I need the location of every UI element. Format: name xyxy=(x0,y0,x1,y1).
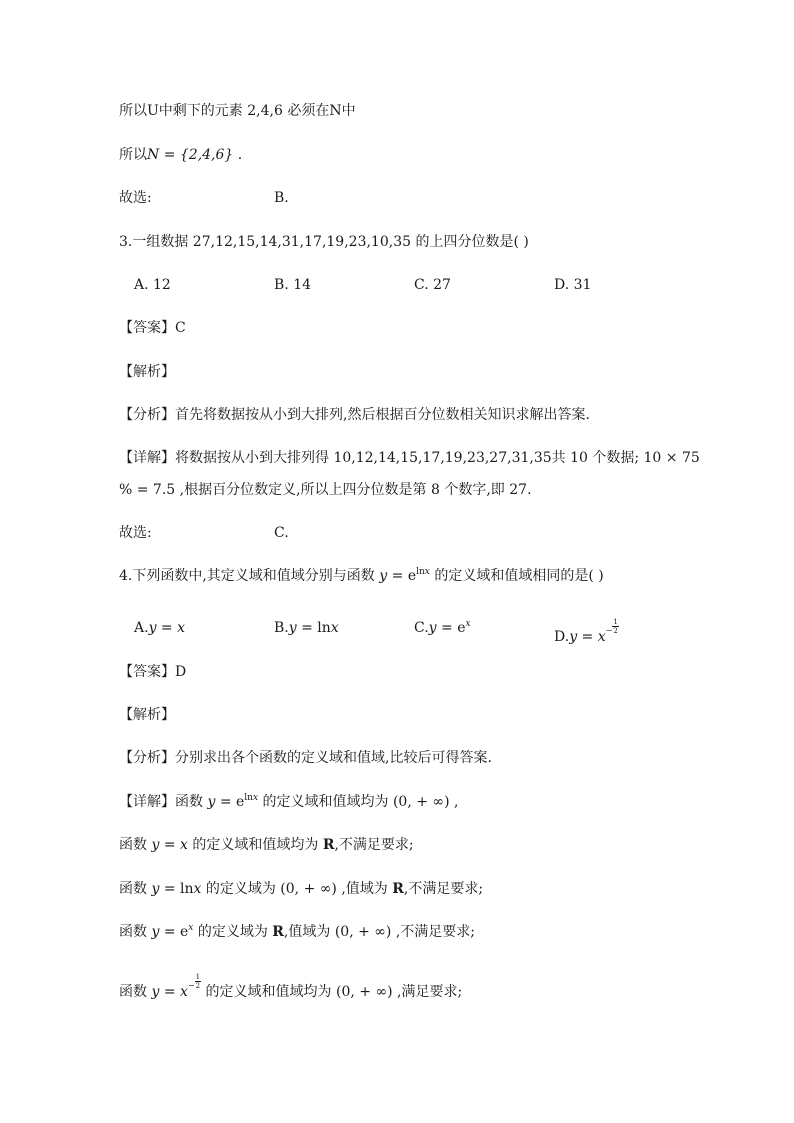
text-end: ,值域为 (0, + ∞) ,不满足要求; xyxy=(283,924,476,940)
text-line-remaining-elements: 所以U中剩下的元素 2,4,6 必须在N中 xyxy=(119,103,356,119)
text-prefix: 函数 xyxy=(119,984,147,1000)
option-label: C. xyxy=(414,620,429,636)
q3-option-b: B. 14 xyxy=(274,277,312,293)
text-prefix: 所以 xyxy=(119,147,147,163)
math-y-x-neg-half: y = x− $\frac{1}{2}$ xyxy=(151,973,201,1000)
q3-detail-line-1: 【详解】将数据按从小到大排列得 10,12,14,15,17,19,23,27,31,35共 10 个数据; 10 × 75 xyxy=(119,450,700,466)
math-set-n: N = {2,4,6} xyxy=(147,147,234,163)
q4-analysis-d xyxy=(119,973,462,1002)
q4-analysis-c xyxy=(119,922,475,942)
q4-detail-prefix: 【详解】函数 xyxy=(119,794,203,810)
q4-option-a xyxy=(134,618,185,638)
q4-analysis-heading: 【解析】 xyxy=(119,707,175,723)
math-y-lnx: y = lnx xyxy=(288,620,339,636)
math-y-x-neg-half: y = x− $\frac{1}{2}$ xyxy=(569,618,618,645)
q3-option-a: A. 12 xyxy=(134,277,171,293)
q4-detail-suffix: 的定义域和值域均为 (0, + ∞) , xyxy=(262,794,459,810)
text-prefix: 函数 xyxy=(119,924,147,940)
option-label: B. xyxy=(274,620,289,636)
question-3-stem: 3.一组数据 27,12,15,14,31,17,19,23,10,35 的上四分位数是( ) xyxy=(119,234,529,250)
q3-option-c: C. 27 xyxy=(414,277,451,293)
text-end: ,不满足要求; xyxy=(403,881,484,897)
math-y-x: y = x xyxy=(148,620,186,636)
choose-answer-b: B. xyxy=(274,190,289,206)
text-prefix: 函数 xyxy=(119,837,147,853)
math-y-e-lnx: $y = e^{lnx}$ xyxy=(379,567,430,584)
math-y-lnx: y = lnx xyxy=(151,881,202,897)
q3-choose-answer: C. xyxy=(274,525,289,541)
q4-analysis-a xyxy=(119,835,414,855)
math-y-ex: $y = e^x$ xyxy=(151,923,194,940)
q3-analysis-text: 【分析】首先将数据按从小到大排列,然后根据百分位数相关知识求解出答案. xyxy=(119,407,590,423)
q4-stem-suffix: 的定义域和值域相同的是( ) xyxy=(434,568,604,584)
q4-analysis-b xyxy=(119,879,483,899)
choose-label: 故选: xyxy=(119,190,152,206)
text-line-set-n xyxy=(119,145,242,165)
text-suffix: 的定义域和值域均为 (0, + ∞) ,满足要求; xyxy=(205,984,463,1000)
q4-analysis-text: 【分析】分别求出各个函数的定义域和值域,比较后可得答案. xyxy=(119,750,492,766)
set-r: R xyxy=(392,881,404,897)
text-mid: 的定义域为 (0, + ∞) ,值域为 xyxy=(205,881,388,897)
q4-detail-line xyxy=(119,792,458,812)
q3-detail-line-2: % = 7.5 ,根据百分位数定义,所以上四分位数是第 8 个数字,即 27. xyxy=(119,482,532,498)
option-label: D. xyxy=(554,629,570,645)
text-prefix: 函数 xyxy=(119,881,147,897)
set-r: R xyxy=(322,837,335,853)
q4-option-d xyxy=(554,618,619,647)
text-mid: 的定义域和值域均为 xyxy=(192,837,319,853)
q3-answer: 【答案】C xyxy=(119,320,186,336)
text-end: ,不满足要求; xyxy=(334,837,414,853)
q3-choose-label: 故选: xyxy=(119,525,152,541)
q4-option-b xyxy=(274,618,339,638)
q4-option-c xyxy=(414,618,471,638)
math-y-e-lnx: $y = e^{lnx}$ xyxy=(207,793,259,810)
q4-stem-prefix: 4.下列函数中,其定义域和值域分别与函数 xyxy=(119,568,375,584)
question-4-stem xyxy=(119,566,604,586)
math-y-x: y = x xyxy=(151,837,188,853)
q3-analysis-heading: 【解析】 xyxy=(119,364,175,380)
q4-answer: 【答案】D xyxy=(119,664,187,680)
option-label: A. xyxy=(134,620,149,636)
text-line-choose-b xyxy=(119,188,152,208)
math-y-ex: $y = e^x$ xyxy=(428,619,471,636)
q3-option-d: D. 31 xyxy=(554,277,592,293)
text-suffix: . xyxy=(233,147,243,163)
set-r: R xyxy=(272,924,284,940)
text-mid: 的定义域为 xyxy=(197,924,268,940)
